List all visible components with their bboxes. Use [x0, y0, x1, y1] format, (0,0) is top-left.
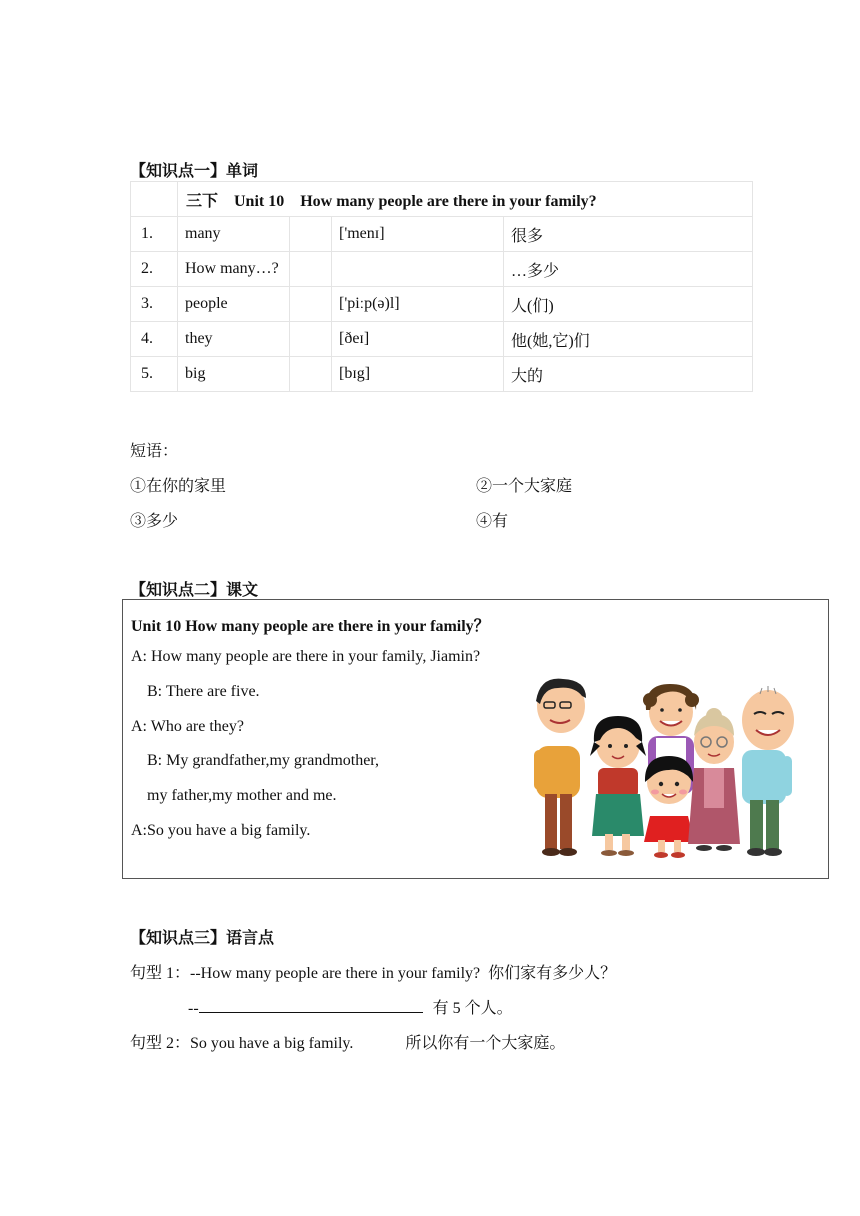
table-title: 三下 Unit 10 How many people are there in your family?: [178, 182, 753, 217]
table-row: 4. they [ðeɪ] 他(她,它)们: [131, 322, 753, 357]
phrases-label: 短语：: [130, 443, 179, 460]
table-row: [131, 182, 753, 217]
table-row: 1. many ['menɪ] 很多: [131, 217, 753, 252]
pattern2-english: So you have a big family.: [190, 1035, 354, 1052]
grandfather-figure: [742, 686, 794, 856]
dialogue-line: B: My grandfather,my grandmother,: [147, 752, 379, 769]
pattern1-label: 句型 1：: [130, 965, 191, 982]
dialogue-line: A:So you have a big family.: [131, 822, 311, 839]
sister-figure: [590, 716, 646, 856]
pattern1-line: [130, 960, 616, 983]
table-row: 5. big [bɪg] 大的: [131, 357, 753, 392]
dialogue-line: my father,my mother and me.: [147, 787, 337, 804]
answer-prefix: --: [188, 1000, 199, 1017]
dialogue-line: A: How many people are there in your family, Jiamin?: [131, 648, 481, 665]
girl-figure: [644, 756, 694, 858]
table-row: 2. How many…? …多少: [131, 252, 753, 287]
phrase-item: ①在你的家里: [130, 478, 227, 495]
pattern1-answer-chinese: 有 5 个人。: [432, 1000, 513, 1017]
section3-heading: 【知识点三】语言点: [130, 930, 275, 947]
dialogue-line: B: There are five.: [147, 683, 260, 700]
section2-heading: 【知识点二】课文: [130, 582, 259, 599]
grandmother-figure: [688, 708, 740, 851]
answer-blank[interactable]: [199, 998, 423, 1013]
pattern2-label: 句型 2：: [130, 1035, 191, 1052]
section1-heading: 【知识点一】单词: [130, 163, 259, 180]
phrase-item: ④有: [476, 513, 509, 530]
dialogue-title: Unit 10 How many people are there in your family？: [131, 618, 490, 635]
phrase-item: ②一个大家庭: [476, 478, 573, 495]
father-figure: [534, 679, 586, 856]
pattern1-chinese: 你们家有多少人？: [488, 965, 617, 982]
vocab-table: [130, 181, 753, 392]
pattern2-chinese: 所以你有一个大家庭。: [405, 1035, 566, 1052]
table-row: 3. people ['piːp(ə)l] 人(们): [131, 287, 753, 322]
family-illustration: [528, 676, 810, 862]
pattern1-answer-line: [188, 995, 513, 1018]
dialogue-line: A: Who are they?: [131, 718, 244, 735]
pattern1-english: --How many people are there in your family?: [190, 965, 481, 982]
phrase-item: ③多少: [130, 513, 179, 530]
pattern2-line: [130, 1030, 565, 1053]
